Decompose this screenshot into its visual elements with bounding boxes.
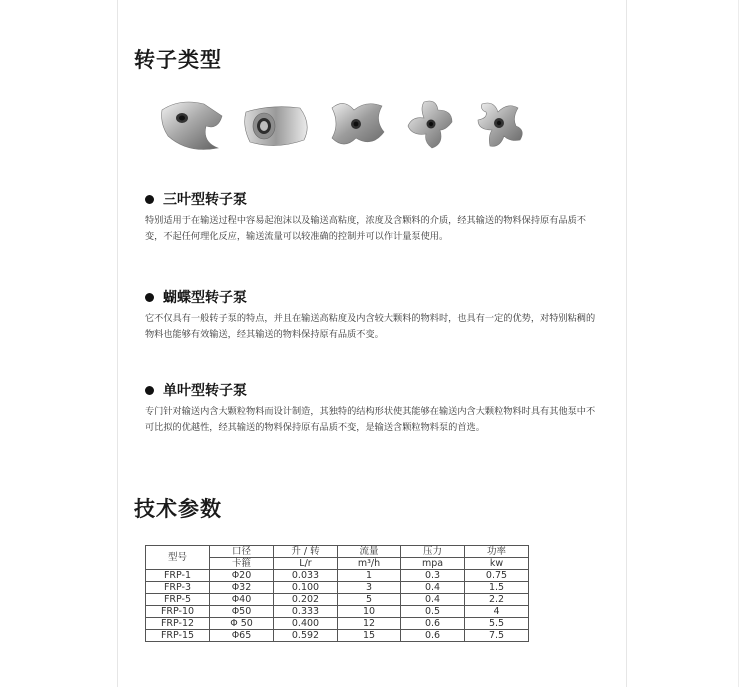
pump-section-tri-lobe [145,189,603,245]
header-model: 型号 [146,546,210,570]
table-row [146,582,529,594]
cell-pressure: 0.5 [401,606,465,618]
page-border-right [626,0,627,687]
cell-power: 4 [465,606,529,618]
cell-displacement: 0.400 [274,618,338,630]
cell-port: Φ50 [210,606,274,618]
cell-model: FRP-5 [146,594,210,606]
cell-flow: 15 [338,630,401,642]
cell-port: Φ20 [210,570,274,582]
page-border-left [117,0,118,687]
pump-section-butterfly [145,287,603,343]
cell-displacement: 0.033 [274,570,338,582]
table-row [146,594,529,606]
cell-displacement: 0.202 [274,594,338,606]
bullet-icon [145,195,154,204]
pump-description: 特别适用于在输送过程中容易起泡沫以及输送高粘度，浓度及含颗料的介质，经其输送的物料保持原有品质不变，不起任何理化反应，输送流量可以较准确的控制并可以作计量泵使用。 [145,215,586,242]
cell-power: 2.2 [465,594,529,606]
cell-model: FRP-3 [146,582,210,594]
cell-pressure: 0.6 [401,618,465,630]
bullet-icon [145,386,154,395]
cell-displacement: 0.592 [274,630,338,642]
cell-pressure: 0.4 [401,582,465,594]
header-pressure: 压力 [401,546,465,558]
rotor-image-tri-lobe-wide [326,96,390,154]
rotor-image-star-lobe [472,96,528,154]
cell-flow: 12 [338,618,401,630]
pump-title: 单叶型转子泵 [163,383,247,399]
cell-port: Φ 50 [210,618,274,630]
pump-description: 它不仅具有一般转子泵的特点，并且在输送高粘度及内含较大颗料的物料时，也具有一定的优势，对特别粘稠的物料也能够有效输送，经其输送的物料保持原有品质不变。 [145,313,596,340]
header-port: 口径 [210,546,274,558]
cell-flow: 1 [338,570,401,582]
rotor-image-butterfly [242,96,314,154]
header-displacement: 升 / 转 [274,546,338,558]
header-port-unit: 卡箍 [210,558,274,570]
table-row [146,570,529,582]
cell-flow: 3 [338,582,401,594]
cell-pressure: 0.3 [401,570,465,582]
rotor-types-title: 转子类型 [134,48,222,72]
bullet-icon [145,293,154,302]
table-row [146,618,529,630]
cell-model: FRP-10 [146,606,210,618]
rotor-image-single-lobe [158,96,228,154]
pump-title: 蝴蝶型转子泵 [163,290,247,306]
cell-flow: 10 [338,606,401,618]
cell-model: FRP-12 [146,618,210,630]
rotor-image-row [158,96,528,156]
cell-power: 7.5 [465,630,529,642]
right-edge-line [738,0,739,687]
spec-table [145,545,529,642]
cell-displacement: 0.333 [274,606,338,618]
pump-title: 三叶型转子泵 [163,192,247,208]
table-row [146,630,529,642]
cell-flow: 5 [338,594,401,606]
cell-port: Φ65 [210,630,274,642]
cell-pressure: 0.6 [401,630,465,642]
pump-section-single-lobe [145,380,603,436]
header-displacement-unit: L/r [274,558,338,570]
header-flow-unit: m³/h [338,558,401,570]
header-power: 功率 [465,546,529,558]
cell-port: Φ32 [210,582,274,594]
cell-power: 1.5 [465,582,529,594]
table-header-row [146,546,529,558]
header-flow: 流量 [338,546,401,558]
tech-params-title: 技术参数 [134,497,222,521]
header-pressure-unit: mpa [401,558,465,570]
cell-model: FRP-15 [146,630,210,642]
cell-port: Φ40 [210,594,274,606]
table-row [146,606,529,618]
cell-pressure: 0.4 [401,594,465,606]
cell-model: FRP-1 [146,570,210,582]
header-power-unit: kw [465,558,529,570]
pump-description: 专门针对输送内含大颗粒物料而设计制造，其独特的结构形状使其能够在输送内含大颗粒物料时具有其他泵中不可比拟的优越性，经其输送的物料保持原有品质不变，是输送含颗粒物料泵的首选。 [145,406,596,433]
cell-displacement: 0.100 [274,582,338,594]
rotor-image-tri-lobe [404,96,460,154]
cell-power: 0.75 [465,570,529,582]
cell-power: 5.5 [465,618,529,630]
